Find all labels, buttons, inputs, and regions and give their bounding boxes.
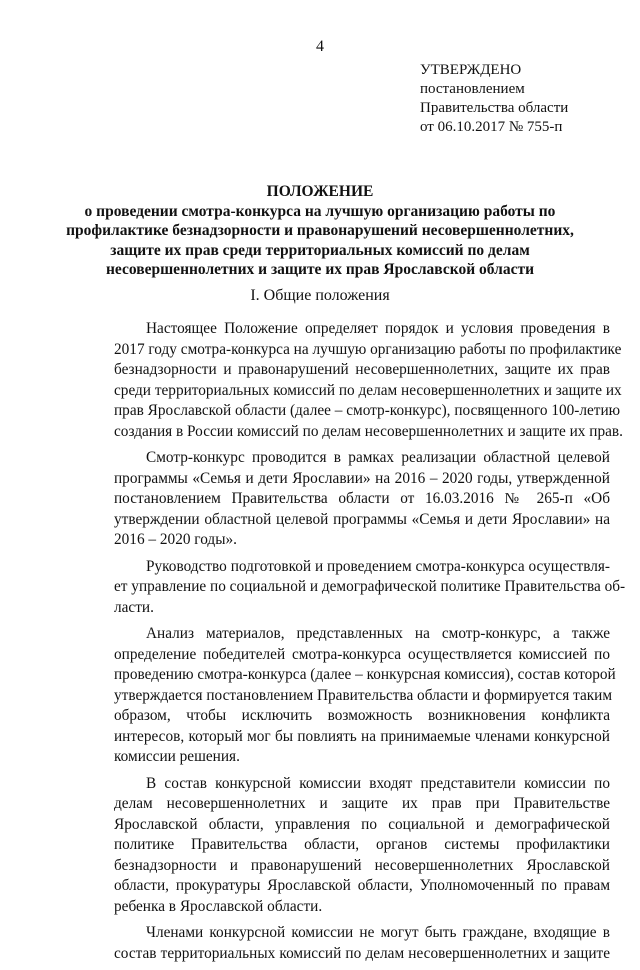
paragraph-line: проведению смотра-конкурса (далее – конкурсная комиссия), состав которой — [114, 666, 616, 683]
paragraph-line: ребенка в Ярославской области. — [114, 897, 323, 915]
paragraph-line: 2016 – 2020 годы». — [114, 531, 237, 548]
paragraph-line: утверждается постановлением Правительства области и формируется таким — [114, 686, 613, 704]
paragraph-line: безнадзорности и правонарушений несовершеннолетних Ярославской — [114, 856, 610, 874]
paragraph-line: программы «Семья и дети Ярославии» на 2016 – 2020 годы, утвержденной — [114, 469, 610, 487]
title-line: защите их прав среди территориальных комиссий по делам — [110, 241, 530, 259]
title-line: ПОЛОЖЕНИЕ — [266, 183, 374, 200]
approval-line: Правительства области — [420, 100, 569, 116]
paragraph — [114, 448, 610, 551]
paragraph-line: Членами конкурсной комиссии не могут быть граждане, входящие в — [146, 924, 610, 941]
approval-line: от 06.10.2017 № 755-п — [420, 119, 563, 135]
paragraph — [114, 624, 616, 768]
paragraph-line: комиссии решения. — [114, 748, 240, 765]
paragraph — [114, 774, 610, 918]
paragraph-line: безнадзорности и правонарушений несовершеннолетних, защите их прав — [114, 361, 610, 378]
paragraph-line: определение победителей смотра-конкурса осуществляется комиссией по — [114, 645, 610, 663]
paragraph-line: интересов, который мог бы повлиять на принимаемые членами конкурсной — [114, 727, 610, 745]
paragraph-line: Смотр-конкурс проводится в рамках реализации областной целевой — [146, 449, 610, 466]
paragraph-line: прав Ярославской области (далее – смотр-конкурс), посвященного 100-летию — [114, 402, 621, 419]
paragraph-line: образом, чтобы исключить возможность возникновения конфликта — [114, 707, 610, 724]
paragraph-line: Руководство подготовкой и проведением смотра-конкурса осуществля- — [146, 557, 610, 575]
approval-line: постановлением — [420, 81, 525, 97]
paragraph-line: политике Правительства области, органов системы профилактики — [114, 836, 610, 853]
paragraph-line: среди территориальных комиссий по делам несовершеннолетних и защите их — [114, 381, 622, 399]
paragraph-line: создания в России комиссий по делам несовершеннолетних и защите их прав. — [114, 422, 623, 440]
paragraph-line: 2017 году смотра-конкурса на лучшую организацию работы по профилактике — [114, 340, 622, 358]
paragraph — [114, 557, 626, 619]
page-number: 4 — [316, 38, 324, 55]
approval-stamp — [420, 61, 568, 137]
paragraph-line: ет управление по социальной и демографической политике Правительства об- — [114, 578, 626, 595]
paragraph-line: Ярославской области, управления по социальной и демографической — [114, 815, 610, 833]
document-title — [60, 182, 580, 280]
paragraph-line: области, прокуратуры Ярославской области, Уполномоченный по правам — [114, 877, 610, 894]
section-heading: I. Общие положения — [250, 287, 390, 304]
body-text — [114, 319, 626, 970]
paragraph-line: Анализ материалов, представленных на смотр-конкурс, а также — [146, 625, 610, 642]
paragraph-line: постановлением Правительства области от 16.03.2016 № 265-п «Об — [114, 490, 610, 507]
paragraph-line: В состав конкурсной комиссии входят представители комиссии по — [146, 774, 610, 792]
paragraph — [114, 923, 610, 964]
paragraph-line: ласти. — [114, 598, 154, 616]
paragraph — [114, 319, 623, 442]
title-line: профилактике безнадзорности и правонарушений несовершеннолетних, — [66, 222, 574, 239]
paragraph-line: Настоящее Положение определяет порядок и условия проведения в — [146, 320, 610, 337]
paragraph-line: делам несовершеннолетних и защите их прав при Правительстве — [114, 795, 610, 812]
title-line: несовершеннолетних и защите их прав Ярославской области — [105, 261, 535, 278]
paragraph-line: состав территориальных комиссий по делам несовершеннолетних и защите — [114, 944, 610, 962]
title-line: о проведении смотра-конкурса на лучшую организацию работы по — [84, 202, 556, 220]
paragraph-line: утверждении областной целевой программы «Семья и дети Ярославии» на — [114, 510, 610, 528]
approval-line: УТВЕРЖДЕНО — [420, 62, 522, 78]
